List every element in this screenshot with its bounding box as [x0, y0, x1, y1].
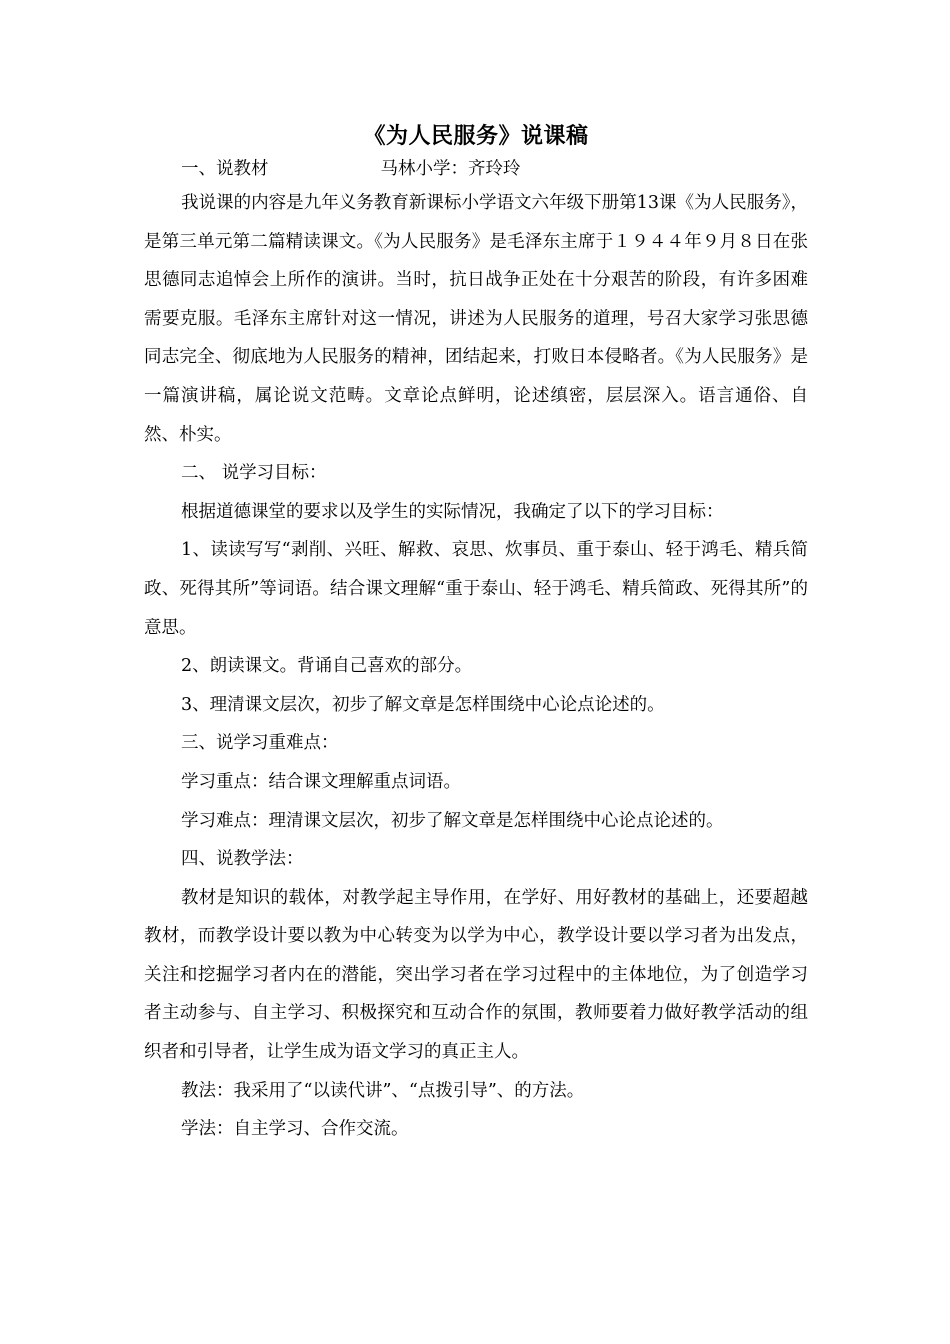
section4-heading: 四、说教学法：	[181, 849, 304, 870]
goal-item-3: 3、理清课文层次，初步了解文章是怎样围绕中心论点论述的。	[181, 694, 665, 715]
goal-item-1: 1、读读写写“剥削、兴旺、解救、哀思、炊事员、重于泰山、轻于鸿毛、精兵简政、死得其所”等词语。结合课文理解“重于泰山、轻于鸿毛、精兵简政、死得其所”的意思。	[144, 540, 808, 638]
section1-heading: 一、说教材	[181, 159, 269, 179]
document-body	[144, 118, 808, 1149]
paragraph-teaching-method-theory: 教材是知识的载体，对教学起主导作用，在学好、用好教材的基础上，还要超越教材，而教学设计要以教为中心转变为以学为中心，教学设计要以学习者为出发点，关注和挖掘学习者内在的潜能，突出学习者在学习过程中的主体地位，为了创造学习者主动参与、自主学习、积极探究和互动合作的氛围，教师要着力做好教学活动的组织者和引导者，让学生成为语文学习的真正主人。	[144, 887, 808, 1063]
document-title: 《为人民服务》说课稿	[363, 123, 589, 149]
school-author: 马林小学：齐玲玲	[380, 159, 521, 179]
section3-heading: 三、说学习重难点：	[181, 733, 339, 754]
paragraph-goals-intro: 根据道德课堂的要求以及学生的实际情况，我确定了以下的学习目标：	[181, 501, 724, 522]
paragraph-teaching-material: 我说课的内容是九年义务教育新课标小学语文六年级下册第13课《为人民服务》，是第三单元第二篇精读课文。《为人民服务》是毛泽东主席于１９４４年９月８日在张思德同志追悼会上所作的演讲。当时，抗日战争正处在十分艰苦的阶段，有许多困难需要克服。毛泽东主席针对这一情况，讲述为人民服务的道理，号召大家学习张思德同志完全、彻底地为人民服务的精神，团结起来，打败日本侵略者。《为人民服务》是一篇演讲稿，属论说文范畴。文章论点鲜明，论述缜密，层层深入。语言通俗、自然、朴实。	[144, 193, 808, 445]
difficult-point: 学习难点：理清课文层次，初步了解文章是怎样围绕中心论点论述的。	[181, 810, 724, 831]
section2-heading: 二、 说学习目标：	[181, 463, 327, 484]
teaching-method: 教法：我采用了“以读代讲”、“点拨引导”、的方法。	[181, 1080, 585, 1101]
learning-method: 学法：自主学习、合作交流。	[181, 1119, 409, 1140]
key-point: 学习重点：结合课文理解重点词语。	[181, 771, 461, 792]
section1-heading-line	[144, 154, 808, 184]
goal-item-2: 2、朗读课文。背诵自己喜欢的部分。	[181, 656, 473, 677]
